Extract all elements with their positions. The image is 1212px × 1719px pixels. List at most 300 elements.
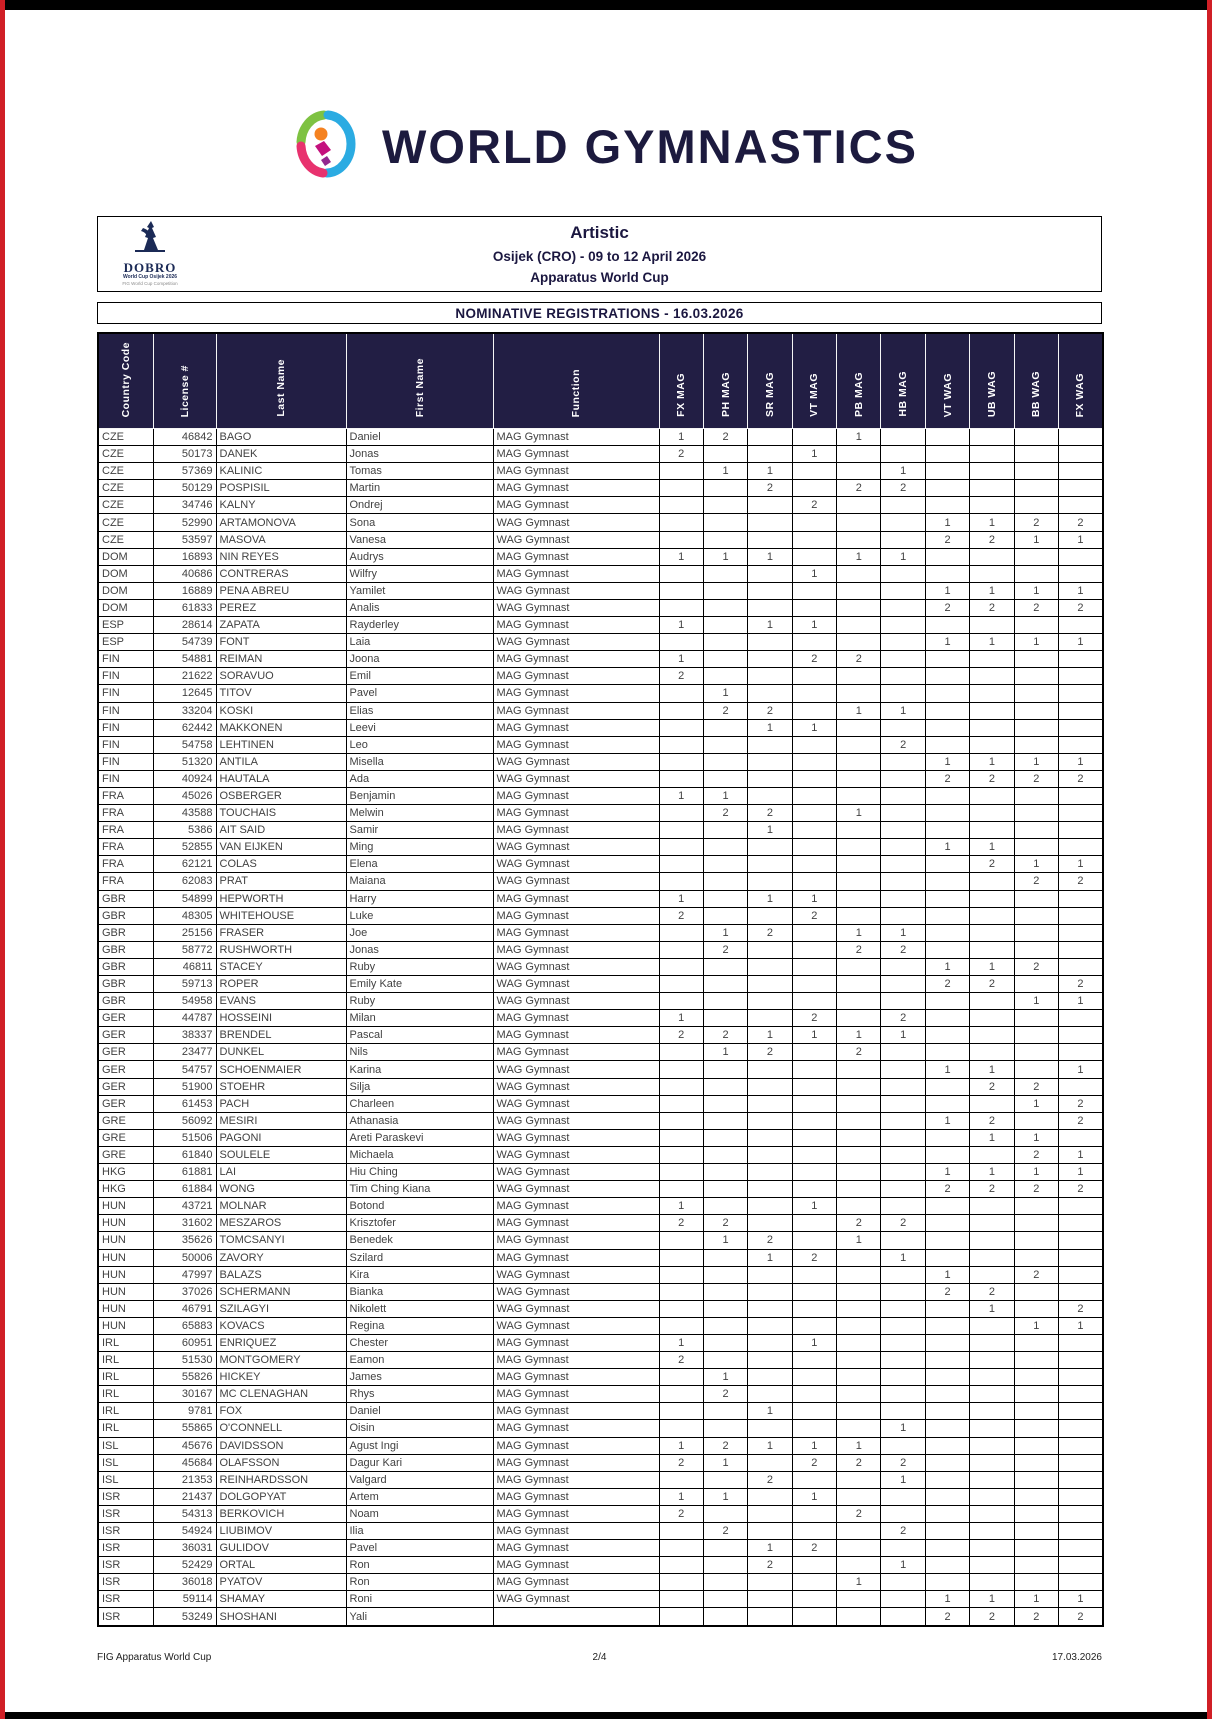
apparatus-cell-vt-mag (792, 1574, 836, 1591)
apparatus-cell-ub-wag (970, 1488, 1014, 1505)
apparatus-cell-vt-wag: 1 (925, 634, 969, 651)
apparatus-cell-sr-mag (748, 873, 792, 890)
apparatus-cell-vt-mag (792, 873, 836, 890)
first-name-cell: Nils (346, 1044, 493, 1061)
table-row (98, 1352, 1103, 1369)
table-row (98, 1249, 1103, 1266)
apparatus-cell-ub-wag (970, 1095, 1014, 1112)
apparatus-cell-vt-mag: 1 (792, 719, 836, 736)
last-name-cell: BRENDEL (216, 1027, 346, 1044)
apparatus-cell-vt-mag: 2 (792, 497, 836, 514)
apparatus-cell-bb-wag (1014, 685, 1058, 702)
license-cell: 52990 (153, 514, 216, 531)
apparatus-cell-fx-wag (1059, 617, 1103, 634)
apparatus-cell-vt-wag (925, 1540, 969, 1557)
function-cell: MAG Gymnast (493, 1540, 659, 1557)
apparatus-cell-vt-mag (792, 1300, 836, 1317)
apparatus-cell-fx-wag (1059, 1334, 1103, 1351)
table-row (98, 1574, 1103, 1591)
apparatus-cell-hb-mag (881, 1574, 925, 1591)
license-cell: 16893 (153, 548, 216, 565)
country-cell: IRL (98, 1386, 153, 1403)
function-cell: MAG Gymnast (493, 1215, 659, 1232)
apparatus-cell-fx-wag: 2 (1059, 1112, 1103, 1129)
brand-wordmark: WORLD GYMNASTICS (382, 120, 918, 173)
license-cell: 65883 (153, 1317, 216, 1334)
column-header-label: HB MAG (897, 371, 910, 417)
apparatus-cell-ph-mag: 1 (703, 1369, 747, 1386)
apparatus-cell-ph-mag (703, 890, 747, 907)
apparatus-cell-sr-mag: 1 (748, 1437, 792, 1454)
apparatus-cell-ph-mag (703, 1334, 747, 1351)
apparatus-cell-fx-wag (1059, 1574, 1103, 1591)
table-row (98, 702, 1103, 719)
first-name-cell: Ruby (346, 993, 493, 1010)
column-header-pb-mag (837, 333, 881, 429)
last-name-cell: DUNKEL (216, 1044, 346, 1061)
apparatus-cell-hb-mag (881, 1300, 925, 1317)
apparatus-cell-ub-wag (970, 1386, 1014, 1403)
apparatus-cell-bb-wag (1014, 651, 1058, 668)
apparatus-cell-vt-wag: 2 (925, 531, 969, 548)
apparatus-cell-fx-mag (659, 1591, 703, 1608)
first-name-cell: Analis (346, 599, 493, 616)
apparatus-cell-fx-mag: 1 (659, 1198, 703, 1215)
license-cell: 48305 (153, 907, 216, 924)
apparatus-cell-bb-wag (1014, 1198, 1058, 1215)
apparatus-cell-fx-mag: 1 (659, 1488, 703, 1505)
apparatus-cell-vt-mag: 2 (792, 1249, 836, 1266)
apparatus-cell-ub-wag (970, 1523, 1014, 1540)
table-row (98, 976, 1103, 993)
apparatus-cell-fx-wag (1059, 1403, 1103, 1420)
function-cell: WAG Gymnast (493, 514, 659, 531)
apparatus-cell-vt-wag (925, 890, 969, 907)
apparatus-cell-ph-mag (703, 1078, 747, 1095)
apparatus-cell-vt-wag (925, 1488, 969, 1505)
country-cell: CZE (98, 480, 153, 497)
apparatus-cell-ph-mag (703, 1266, 747, 1283)
apparatus-cell-ub-wag: 1 (970, 753, 1014, 770)
function-cell: WAG Gymnast (493, 634, 659, 651)
first-name-cell: Ron (346, 1557, 493, 1574)
apparatus-cell-vt-wag (925, 702, 969, 719)
apparatus-cell-fx-mag (659, 993, 703, 1010)
apparatus-cell-bb-wag (1014, 822, 1058, 839)
last-name-cell: WHITEHOUSE (216, 907, 346, 924)
apparatus-cell-fx-mag (659, 599, 703, 616)
apparatus-cell-vt-mag (792, 599, 836, 616)
last-name-cell: FONT (216, 634, 346, 651)
license-cell: 54313 (153, 1505, 216, 1522)
apparatus-cell-fx-wag (1059, 1232, 1103, 1249)
last-name-cell: MESZAROS (216, 1215, 346, 1232)
apparatus-cell-fx-wag (1059, 1198, 1103, 1215)
apparatus-cell-ph-mag (703, 1317, 747, 1334)
apparatus-cell-hb-mag: 1 (881, 548, 925, 565)
apparatus-cell-fx-mag: 2 (659, 1505, 703, 1522)
apparatus-cell-ub-wag (970, 822, 1014, 839)
apparatus-cell-fx-mag (659, 1129, 703, 1146)
table-row (98, 548, 1103, 565)
license-cell: 61453 (153, 1095, 216, 1112)
license-cell: 50129 (153, 480, 216, 497)
apparatus-cell-ub-wag: 2 (970, 976, 1014, 993)
apparatus-cell-pb-mag (837, 1112, 881, 1129)
apparatus-cell-fx-mag (659, 822, 703, 839)
apparatus-cell-bb-wag (1014, 1488, 1058, 1505)
apparatus-cell-vt-wag (925, 1078, 969, 1095)
last-name-cell: KALINIC (216, 463, 346, 480)
license-cell: 51900 (153, 1078, 216, 1095)
apparatus-cell-vt-mag (792, 1386, 836, 1403)
last-name-cell: FOX (216, 1403, 346, 1420)
apparatus-cell-vt-wag: 1 (925, 1266, 969, 1283)
function-cell: MAG Gymnast (493, 1420, 659, 1437)
apparatus-cell-vt-wag (925, 463, 969, 480)
apparatus-cell-fx-mag (659, 770, 703, 787)
apparatus-cell-vt-wag (925, 1249, 969, 1266)
apparatus-cell-ub-wag: 1 (970, 582, 1014, 599)
apparatus-cell-hb-mag (881, 1078, 925, 1095)
apparatus-cell-hb-mag (881, 1232, 925, 1249)
license-cell: 54757 (153, 1061, 216, 1078)
apparatus-cell-ph-mag (703, 753, 747, 770)
first-name-cell: Szilard (346, 1249, 493, 1266)
first-name-cell: Vanesa (346, 531, 493, 548)
function-cell: MAG Gymnast (493, 1044, 659, 1061)
apparatus-cell-hb-mag (881, 753, 925, 770)
license-cell: 37026 (153, 1283, 216, 1300)
apparatus-cell-fx-wag (1059, 1044, 1103, 1061)
function-cell: MAG Gymnast (493, 719, 659, 736)
apparatus-cell-hb-mag: 2 (881, 736, 925, 753)
dobro-subline-2: FIG World Cup Competition (122, 281, 178, 286)
apparatus-cell-ub-wag (970, 1198, 1014, 1215)
apparatus-cell-fx-wag: 2 (1059, 514, 1103, 531)
apparatus-cell-fx-wag (1059, 1352, 1103, 1369)
table-body (98, 429, 1103, 1626)
apparatus-cell-vt-mag: 2 (792, 1454, 836, 1471)
apparatus-cell-vt-mag: 1 (792, 1437, 836, 1454)
country-cell: GBR (98, 890, 153, 907)
apparatus-cell-bb-wag (1014, 548, 1058, 565)
last-name-cell: ARTAMONOVA (216, 514, 346, 531)
apparatus-cell-vt-wag (925, 1129, 969, 1146)
last-name-cell: NIN REYES (216, 548, 346, 565)
apparatus-cell-fx-wag (1059, 1283, 1103, 1300)
table-row (98, 685, 1103, 702)
country-cell: HUN (98, 1249, 153, 1266)
apparatus-cell-fx-mag (659, 719, 703, 736)
apparatus-cell-ph-mag (703, 514, 747, 531)
apparatus-cell-pb-mag: 1 (837, 1437, 881, 1454)
function-cell: WAG Gymnast (493, 1146, 659, 1163)
table-row (98, 1300, 1103, 1317)
apparatus-cell-fx-wag (1059, 1540, 1103, 1557)
apparatus-cell-fx-mag: 1 (659, 548, 703, 565)
last-name-cell: AIT SAID (216, 822, 346, 839)
apparatus-cell-fx-mag: 2 (659, 907, 703, 924)
apparatus-cell-bb-wag (1014, 1386, 1058, 1403)
table-row (98, 1027, 1103, 1044)
apparatus-cell-sr-mag (748, 446, 792, 463)
table-row (98, 1215, 1103, 1232)
country-cell: ISR (98, 1540, 153, 1557)
column-header-fx-mag (659, 333, 703, 429)
apparatus-cell-sr-mag (748, 1420, 792, 1437)
first-name-cell: Harry (346, 890, 493, 907)
table-row (98, 839, 1103, 856)
apparatus-cell-pb-mag (837, 1386, 881, 1403)
apparatus-cell-fx-wag (1059, 463, 1103, 480)
apparatus-cell-vt-wag (925, 1505, 969, 1522)
function-cell: MAG Gymnast (493, 1232, 659, 1249)
apparatus-cell-vt-wag (925, 1437, 969, 1454)
apparatus-cell-hb-mag: 2 (881, 480, 925, 497)
apparatus-cell-fx-wag (1059, 685, 1103, 702)
apparatus-cell-fx-mag (659, 1283, 703, 1300)
apparatus-cell-sr-mag: 1 (748, 1027, 792, 1044)
country-cell: GER (98, 1095, 153, 1112)
apparatus-cell-ph-mag (703, 1420, 747, 1437)
apparatus-cell-vt-wag (925, 1027, 969, 1044)
apparatus-cell-fx-wag: 1 (1059, 1146, 1103, 1163)
apparatus-cell-ub-wag: 2 (970, 1608, 1014, 1626)
last-name-cell: PYATOV (216, 1574, 346, 1591)
apparatus-cell-fx-mag (659, 480, 703, 497)
apparatus-cell-pb-mag (837, 1608, 881, 1626)
apparatus-cell-ub-wag: 1 (970, 1591, 1014, 1608)
function-cell: WAG Gymnast (493, 873, 659, 890)
table-header-row (98, 333, 1103, 429)
apparatus-cell-pb-mag: 1 (837, 1574, 881, 1591)
country-cell: ISR (98, 1505, 153, 1522)
apparatus-cell-ub-wag (970, 1334, 1014, 1351)
apparatus-cell-fx-wag: 1 (1059, 531, 1103, 548)
apparatus-cell-fx-mag (659, 531, 703, 548)
apparatus-cell-ub-wag (970, 907, 1014, 924)
function-cell: MAG Gymnast (493, 907, 659, 924)
license-cell: 21437 (153, 1488, 216, 1505)
apparatus-cell-ph-mag (703, 1540, 747, 1557)
apparatus-cell-pb-mag: 2 (837, 1505, 881, 1522)
function-cell: MAG Gymnast (493, 941, 659, 958)
apparatus-cell-fx-mag: 1 (659, 787, 703, 804)
apparatus-cell-sr-mag (748, 497, 792, 514)
apparatus-cell-vt-wag (925, 1317, 969, 1334)
apparatus-cell-ub-wag (970, 1471, 1014, 1488)
license-cell: 62442 (153, 719, 216, 736)
apparatus-cell-ph-mag: 2 (703, 1437, 747, 1454)
apparatus-cell-fx-mag: 1 (659, 1010, 703, 1027)
table-row (98, 1129, 1103, 1146)
last-name-cell: LEHTINEN (216, 736, 346, 753)
apparatus-cell-bb-wag (1014, 839, 1058, 856)
country-cell: FIN (98, 702, 153, 719)
apparatus-cell-sr-mag (748, 1591, 792, 1608)
first-name-cell: Daniel (346, 1403, 493, 1420)
apparatus-cell-vt-wag (925, 480, 969, 497)
apparatus-cell-ph-mag: 2 (703, 429, 747, 446)
column-header-ph-mag (703, 333, 747, 429)
apparatus-cell-fx-mag (659, 1044, 703, 1061)
country-cell: GRE (98, 1129, 153, 1146)
nominative-registrations-banner (97, 302, 1102, 324)
apparatus-cell-hb-mag (881, 565, 925, 582)
apparatus-cell-sr-mag (748, 1369, 792, 1386)
license-cell: 33204 (153, 702, 216, 719)
function-cell: MAG Gymnast (493, 617, 659, 634)
function-cell: MAG Gymnast (493, 685, 659, 702)
apparatus-cell-hb-mag (881, 1198, 925, 1215)
apparatus-cell-sr-mag: 1 (748, 1540, 792, 1557)
apparatus-cell-sr-mag (748, 531, 792, 548)
function-cell: WAG Gymnast (493, 976, 659, 993)
apparatus-cell-vt-wag (925, 446, 969, 463)
apparatus-cell-fx-wag (1059, 941, 1103, 958)
apparatus-cell-fx-wag (1059, 1557, 1103, 1574)
apparatus-cell-bb-wag (1014, 429, 1058, 446)
last-name-cell: MONTGOMERY (216, 1352, 346, 1369)
apparatus-cell-fx-wag (1059, 1129, 1103, 1146)
apparatus-cell-pb-mag: 2 (837, 1044, 881, 1061)
function-cell: MAG Gymnast (493, 1471, 659, 1488)
apparatus-cell-ph-mag (703, 531, 747, 548)
country-cell: IRL (98, 1420, 153, 1437)
apparatus-cell-pb-mag (837, 873, 881, 890)
apparatus-cell-ph-mag: 2 (703, 1027, 747, 1044)
last-name-cell: PENA ABREU (216, 582, 346, 599)
function-cell (493, 1608, 659, 1626)
apparatus-cell-vt-mag (792, 1403, 836, 1420)
apparatus-cell-pb-mag: 1 (837, 548, 881, 565)
apparatus-cell-vt-mag (792, 582, 836, 599)
apparatus-cell-ph-mag: 2 (703, 1386, 747, 1403)
apparatus-cell-fx-mag (659, 1061, 703, 1078)
apparatus-cell-hb-mag: 1 (881, 1249, 925, 1266)
apparatus-cell-fx-mag (659, 565, 703, 582)
function-cell: MAG Gymnast (493, 668, 659, 685)
apparatus-cell-ub-wag (970, 1317, 1014, 1334)
apparatus-cell-hb-mag (881, 446, 925, 463)
table-row (98, 1061, 1103, 1078)
apparatus-cell-pb-mag (837, 497, 881, 514)
license-cell: 21353 (153, 1471, 216, 1488)
apparatus-cell-vt-mag (792, 531, 836, 548)
apparatus-cell-pb-mag (837, 1078, 881, 1095)
license-cell: 61840 (153, 1146, 216, 1163)
apparatus-cell-fx-mag (659, 1112, 703, 1129)
apparatus-cell-bb-wag (1014, 1557, 1058, 1574)
apparatus-cell-hb-mag (881, 976, 925, 993)
apparatus-cell-pb-mag (837, 1146, 881, 1163)
apparatus-cell-ph-mag (703, 993, 747, 1010)
function-cell: MAG Gymnast (493, 822, 659, 839)
apparatus-cell-sr-mag (748, 1198, 792, 1215)
apparatus-cell-ph-mag: 1 (703, 685, 747, 702)
table-row (98, 1420, 1103, 1437)
apparatus-cell-vt-mag (792, 1078, 836, 1095)
apparatus-cell-ub-wag: 1 (970, 1061, 1014, 1078)
apparatus-cell-fx-wag (1059, 1386, 1103, 1403)
apparatus-cell-sr-mag: 2 (748, 1471, 792, 1488)
apparatus-cell-ub-wag (970, 1266, 1014, 1283)
apparatus-cell-bb-wag: 1 (1014, 1129, 1058, 1146)
last-name-cell: WONG (216, 1181, 346, 1198)
last-name-cell: ANTILA (216, 753, 346, 770)
function-cell: WAG Gymnast (493, 1112, 659, 1129)
table-row (98, 1437, 1103, 1454)
license-cell: 46791 (153, 1300, 216, 1317)
first-name-cell: Samir (346, 822, 493, 839)
country-cell: IRL (98, 1369, 153, 1386)
apparatus-cell-bb-wag (1014, 1061, 1058, 1078)
apparatus-cell-fx-wag (1059, 719, 1103, 736)
table-row (98, 1010, 1103, 1027)
function-cell: WAG Gymnast (493, 958, 659, 975)
column-header-label: FX WAG (1074, 372, 1087, 417)
license-cell: 38337 (153, 1027, 216, 1044)
apparatus-cell-vt-mag (792, 924, 836, 941)
country-cell: FRA (98, 856, 153, 873)
apparatus-cell-ph-mag (703, 1283, 747, 1300)
apparatus-cell-bb-wag (1014, 1112, 1058, 1129)
apparatus-cell-bb-wag (1014, 1369, 1058, 1386)
apparatus-cell-bb-wag: 2 (1014, 514, 1058, 531)
last-name-cell: SZILAGYI (216, 1300, 346, 1317)
apparatus-cell-fx-mag: 1 (659, 651, 703, 668)
apparatus-cell-sr-mag (748, 907, 792, 924)
column-header-label: BB WAG (1030, 370, 1043, 417)
apparatus-cell-ph-mag: 2 (703, 1215, 747, 1232)
apparatus-cell-bb-wag: 1 (1014, 582, 1058, 599)
first-name-cell: Benjamin (346, 787, 493, 804)
country-cell: FRA (98, 787, 153, 804)
first-name-cell: Emily Kate (346, 976, 493, 993)
country-cell: CZE (98, 446, 153, 463)
license-cell: 52429 (153, 1557, 216, 1574)
apparatus-cell-vt-mag (792, 822, 836, 839)
apparatus-cell-pb-mag (837, 1591, 881, 1608)
apparatus-cell-fx-mag (659, 1540, 703, 1557)
last-name-cell: VAN EIJKEN (216, 839, 346, 856)
apparatus-cell-ph-mag (703, 719, 747, 736)
apparatus-cell-vt-mag (792, 1557, 836, 1574)
apparatus-cell-vt-mag: 1 (792, 1027, 836, 1044)
apparatus-cell-sr-mag: 1 (748, 617, 792, 634)
column-header-fx-wag (1059, 333, 1103, 429)
first-name-cell: Roni (346, 1591, 493, 1608)
country-cell: FIN (98, 770, 153, 787)
last-name-cell: HOSSEINI (216, 1010, 346, 1027)
last-name-cell: OLAFSSON (216, 1454, 346, 1471)
apparatus-cell-pb-mag: 1 (837, 702, 881, 719)
function-cell: MAG Gymnast (493, 1334, 659, 1351)
apparatus-cell-hb-mag (881, 907, 925, 924)
apparatus-cell-bb-wag (1014, 1249, 1058, 1266)
table-row (98, 1591, 1103, 1608)
apparatus-cell-hb-mag: 2 (881, 941, 925, 958)
apparatus-cell-sr-mag (748, 1505, 792, 1522)
apparatus-cell-vt-mag: 1 (792, 1334, 836, 1351)
first-name-cell: Elias (346, 702, 493, 719)
apparatus-cell-pb-mag (837, 514, 881, 531)
last-name-cell: DANEK (216, 446, 346, 463)
apparatus-cell-ub-wag: 2 (970, 856, 1014, 873)
apparatus-cell-bb-wag (1014, 941, 1058, 958)
last-name-cell: SHAMAY (216, 1591, 346, 1608)
